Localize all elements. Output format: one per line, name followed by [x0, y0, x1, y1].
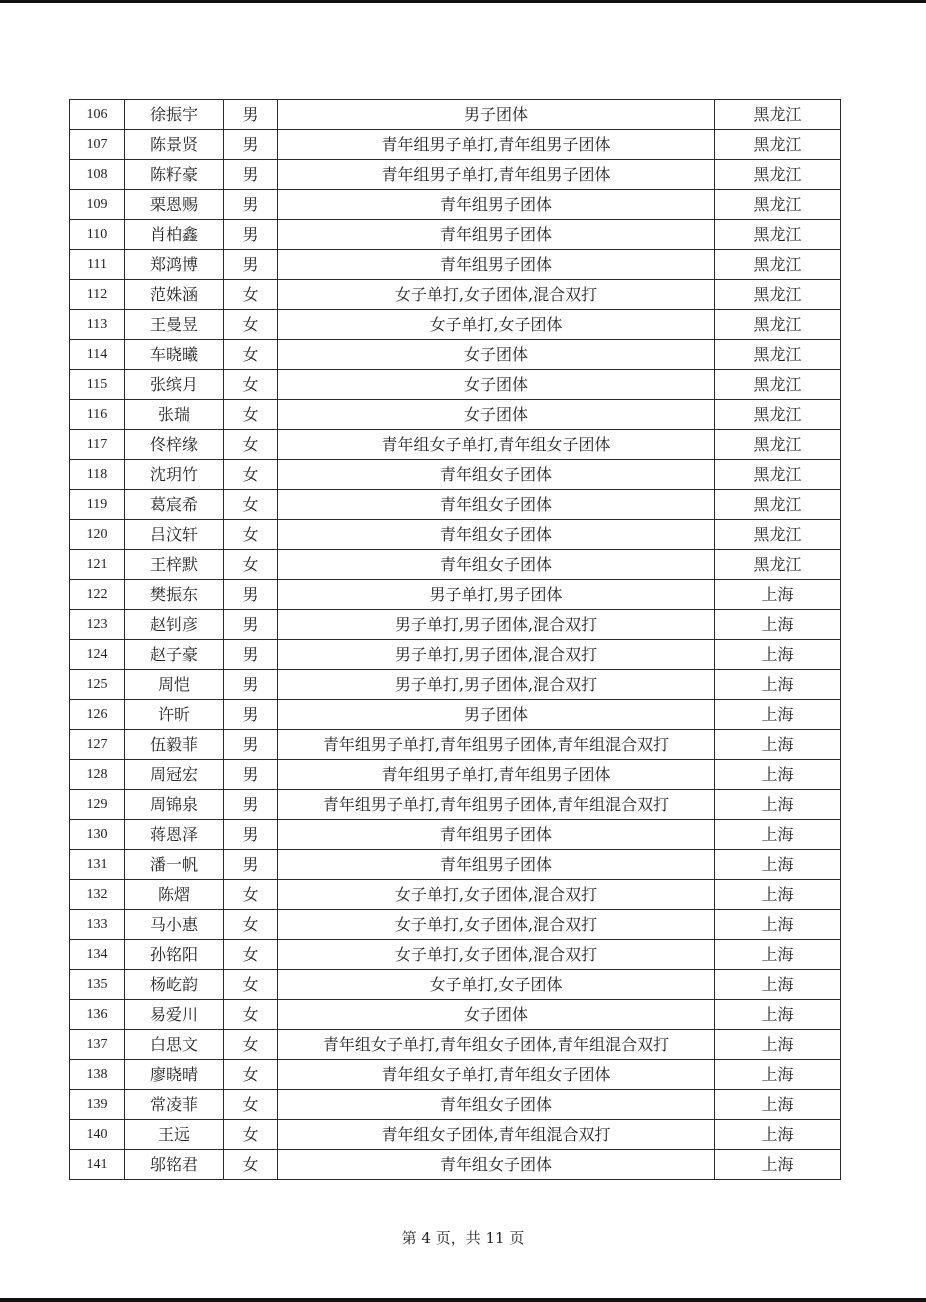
- table-row: [70, 940, 841, 970]
- table-row: [70, 1120, 841, 1150]
- table-row: [70, 760, 841, 790]
- cell-number: 132: [70, 880, 125, 910]
- cell-number: 135: [70, 970, 125, 1000]
- cell-event: 男子团体: [278, 700, 715, 730]
- cell-number: 119: [70, 490, 125, 520]
- cell-name: 周冠宏: [125, 760, 224, 790]
- cell-event: 青年组女子团体: [278, 520, 715, 550]
- bottom-border-line: [0, 1298, 926, 1302]
- table-row: [70, 280, 841, 310]
- cell-number: 115: [70, 370, 125, 400]
- cell-sex: 女: [224, 520, 278, 550]
- cell-sex: 女: [224, 550, 278, 580]
- cell-region: 黑龙江: [715, 250, 841, 280]
- table-row: [70, 340, 841, 370]
- cell-region: 上海: [715, 700, 841, 730]
- table-row: [70, 730, 841, 760]
- cell-sex: 女: [224, 430, 278, 460]
- cell-region: 上海: [715, 1090, 841, 1120]
- cell-number: 108: [70, 160, 125, 190]
- table-row: [70, 910, 841, 940]
- cell-name: 周锦泉: [125, 790, 224, 820]
- cell-number: 133: [70, 910, 125, 940]
- table-row: [70, 700, 841, 730]
- cell-region: 黑龙江: [715, 430, 841, 460]
- cell-number: 106: [70, 100, 125, 130]
- cell-region: 上海: [715, 580, 841, 610]
- table-row: [70, 640, 841, 670]
- cell-name: 蒋恩泽: [125, 820, 224, 850]
- table-row: [70, 220, 841, 250]
- cell-name: 易爱川: [125, 1000, 224, 1030]
- cell-name: 徐振宇: [125, 100, 224, 130]
- cell-sex: 男: [224, 100, 278, 130]
- cell-event: 青年组女子团体: [278, 1090, 715, 1120]
- cell-sex: 男: [224, 250, 278, 280]
- cell-region: 上海: [715, 940, 841, 970]
- cell-sex: 男: [224, 670, 278, 700]
- cell-sex: 女: [224, 310, 278, 340]
- cell-event: 女子团体: [278, 1000, 715, 1030]
- cell-region: 黑龙江: [715, 220, 841, 250]
- cell-name: 王远: [125, 1120, 224, 1150]
- cell-event: 青年组男子单打,青年组男子团体,青年组混合双打: [278, 790, 715, 820]
- cell-sex: 男: [224, 640, 278, 670]
- cell-number: 127: [70, 730, 125, 760]
- cell-event: 青年组女子单打,青年组女子团体,青年组混合双打: [278, 1030, 715, 1060]
- cell-region: 上海: [715, 730, 841, 760]
- cell-sex: 男: [224, 130, 278, 160]
- roster-table: [69, 99, 841, 1180]
- cell-number: 131: [70, 850, 125, 880]
- table-row: [70, 520, 841, 550]
- table-row: [70, 190, 841, 220]
- cell-sex: 女: [224, 490, 278, 520]
- cell-sex: 女: [224, 460, 278, 490]
- cell-event: 青年组女子单打,青年组女子团体: [278, 430, 715, 460]
- cell-sex: 男: [224, 160, 278, 190]
- cell-number: 140: [70, 1120, 125, 1150]
- cell-number: 116: [70, 400, 125, 430]
- cell-event: 男子团体: [278, 100, 715, 130]
- cell-number: 112: [70, 280, 125, 310]
- cell-number: 107: [70, 130, 125, 160]
- table-row: [70, 550, 841, 580]
- cell-sex: 男: [224, 700, 278, 730]
- cell-region: 黑龙江: [715, 160, 841, 190]
- cell-sex: 女: [224, 910, 278, 940]
- cell-name: 张缤月: [125, 370, 224, 400]
- cell-name: 陈景贤: [125, 130, 224, 160]
- cell-event: 女子单打,女子团体: [278, 970, 715, 1000]
- cell-sex: 女: [224, 280, 278, 310]
- cell-name: 肖柏鑫: [125, 220, 224, 250]
- cell-number: 137: [70, 1030, 125, 1060]
- cell-number: 118: [70, 460, 125, 490]
- cell-region: 黑龙江: [715, 340, 841, 370]
- cell-region: 黑龙江: [715, 520, 841, 550]
- cell-sex: 女: [224, 400, 278, 430]
- table-row: [70, 880, 841, 910]
- cell-event: 男子单打,男子团体,混合双打: [278, 640, 715, 670]
- cell-name: 沈玥竹: [125, 460, 224, 490]
- cell-event: 女子单打,女子团体,混合双打: [278, 880, 715, 910]
- cell-name: 潘一帆: [125, 850, 224, 880]
- cell-name: 吕汶轩: [125, 520, 224, 550]
- cell-event: 青年组女子团体: [278, 490, 715, 520]
- cell-region: 上海: [715, 790, 841, 820]
- table-row: [70, 790, 841, 820]
- table-row: [70, 1090, 841, 1120]
- cell-name: 佟梓缘: [125, 430, 224, 460]
- cell-sex: 男: [224, 820, 278, 850]
- cell-number: 126: [70, 700, 125, 730]
- cell-event: 青年组男子团体: [278, 190, 715, 220]
- cell-name: 常凌菲: [125, 1090, 224, 1120]
- cell-event: 青年组女子单打,青年组女子团体: [278, 1060, 715, 1090]
- cell-number: 141: [70, 1150, 125, 1180]
- table-row: [70, 460, 841, 490]
- table-row: [70, 100, 841, 130]
- cell-region: 上海: [715, 1030, 841, 1060]
- cell-number: 109: [70, 190, 125, 220]
- cell-number: 128: [70, 760, 125, 790]
- cell-region: 黑龙江: [715, 460, 841, 490]
- cell-event: 青年组男子团体: [278, 220, 715, 250]
- cell-event: 女子团体: [278, 340, 715, 370]
- cell-region: 上海: [715, 970, 841, 1000]
- cell-event: 女子单打,女子团体: [278, 310, 715, 340]
- table-row: [70, 820, 841, 850]
- cell-event: 女子单打,女子团体,混合双打: [278, 940, 715, 970]
- table-row: [70, 970, 841, 1000]
- cell-sex: 女: [224, 370, 278, 400]
- cell-sex: 女: [224, 970, 278, 1000]
- cell-number: 125: [70, 670, 125, 700]
- cell-event: 青年组男子单打,青年组男子团体: [278, 760, 715, 790]
- table-row: [70, 1000, 841, 1030]
- cell-event: 青年组女子团体: [278, 550, 715, 580]
- cell-region: 上海: [715, 610, 841, 640]
- cell-region: 黑龙江: [715, 130, 841, 160]
- table-row: [70, 490, 841, 520]
- table-row: [70, 580, 841, 610]
- cell-event: 女子团体: [278, 400, 715, 430]
- cell-region: 黑龙江: [715, 190, 841, 220]
- cell-name: 邬铭君: [125, 1150, 224, 1180]
- cell-number: 117: [70, 430, 125, 460]
- table-row: [70, 430, 841, 460]
- cell-region: 黑龙江: [715, 280, 841, 310]
- cell-name: 杨屹韵: [125, 970, 224, 1000]
- cell-sex: 男: [224, 580, 278, 610]
- cell-region: 上海: [715, 1060, 841, 1090]
- cell-name: 孙铭阳: [125, 940, 224, 970]
- table-row: [70, 250, 841, 280]
- cell-name: 郑鸿博: [125, 250, 224, 280]
- cell-event: 青年组女子团体,青年组混合双打: [278, 1120, 715, 1150]
- cell-region: 黑龙江: [715, 490, 841, 520]
- cell-sex: 女: [224, 1030, 278, 1060]
- cell-number: 121: [70, 550, 125, 580]
- cell-region: 上海: [715, 1150, 841, 1180]
- top-border-line: [0, 0, 926, 3]
- table-row: [70, 670, 841, 700]
- cell-event: 青年组男子团体: [278, 820, 715, 850]
- cell-number: 113: [70, 310, 125, 340]
- cell-number: 136: [70, 1000, 125, 1030]
- cell-number: 110: [70, 220, 125, 250]
- cell-sex: 男: [224, 730, 278, 760]
- cell-name: 王曼昱: [125, 310, 224, 340]
- table-row: [70, 160, 841, 190]
- cell-name: 葛宸希: [125, 490, 224, 520]
- cell-name: 伍毅菲: [125, 730, 224, 760]
- table-row: [70, 610, 841, 640]
- roster-table-body: [70, 100, 841, 1180]
- table-row: [70, 1060, 841, 1090]
- cell-sex: 女: [224, 880, 278, 910]
- cell-region: 上海: [715, 910, 841, 940]
- cell-region: 黑龙江: [715, 310, 841, 340]
- table-row: [70, 1030, 841, 1060]
- cell-sex: 女: [224, 1090, 278, 1120]
- table-row: [70, 310, 841, 340]
- cell-number: 114: [70, 340, 125, 370]
- cell-event: 青年组男子团体: [278, 250, 715, 280]
- cell-region: 上海: [715, 820, 841, 850]
- cell-name: 栗恩赐: [125, 190, 224, 220]
- cell-sex: 男: [224, 190, 278, 220]
- cell-name: 赵钊彦: [125, 610, 224, 640]
- cell-number: 130: [70, 820, 125, 850]
- cell-number: 120: [70, 520, 125, 550]
- cell-event: 青年组男子单打,青年组男子团体: [278, 160, 715, 190]
- cell-name: 范姝涵: [125, 280, 224, 310]
- table-row: [70, 850, 841, 880]
- cell-event: 青年组男子团体: [278, 850, 715, 880]
- cell-event: 男子单打,男子团体: [278, 580, 715, 610]
- cell-event: 青年组女子团体: [278, 460, 715, 490]
- cell-name: 许昕: [125, 700, 224, 730]
- cell-number: 134: [70, 940, 125, 970]
- cell-region: 上海: [715, 640, 841, 670]
- cell-event: 女子单打,女子团体,混合双打: [278, 910, 715, 940]
- cell-name: 车晓曦: [125, 340, 224, 370]
- cell-region: 黑龙江: [715, 550, 841, 580]
- cell-event: 青年组男子单打,青年组男子团体: [278, 130, 715, 160]
- cell-sex: 男: [224, 220, 278, 250]
- cell-name: 赵子豪: [125, 640, 224, 670]
- cell-number: 111: [70, 250, 125, 280]
- cell-number: 129: [70, 790, 125, 820]
- cell-region: 上海: [715, 760, 841, 790]
- cell-name: 樊振东: [125, 580, 224, 610]
- page-footer: 第 4 页，共 11 页: [401, 1229, 525, 1247]
- table-row: [70, 400, 841, 430]
- table-row: [70, 130, 841, 160]
- cell-event: 女子单打,女子团体,混合双打: [278, 280, 715, 310]
- cell-region: 上海: [715, 670, 841, 700]
- cell-region: 上海: [715, 880, 841, 910]
- cell-event: 男子单打,男子团体,混合双打: [278, 670, 715, 700]
- cell-sex: 男: [224, 850, 278, 880]
- cell-number: 123: [70, 610, 125, 640]
- cell-sex: 男: [224, 760, 278, 790]
- cell-name: 陈籽豪: [125, 160, 224, 190]
- cell-event: 男子单打,男子团体,混合双打: [278, 610, 715, 640]
- cell-name: 廖晓晴: [125, 1060, 224, 1090]
- cell-region: 上海: [715, 1000, 841, 1030]
- cell-region: 上海: [715, 850, 841, 880]
- cell-region: 黑龙江: [715, 400, 841, 430]
- cell-sex: 男: [224, 610, 278, 640]
- cell-name: 马小惠: [125, 910, 224, 940]
- table-row: [70, 370, 841, 400]
- cell-sex: 女: [224, 940, 278, 970]
- cell-sex: 男: [224, 790, 278, 820]
- cell-region: 黑龙江: [715, 100, 841, 130]
- cell-sex: 女: [224, 1000, 278, 1030]
- cell-sex: 女: [224, 340, 278, 370]
- cell-number: 138: [70, 1060, 125, 1090]
- cell-event: 女子团体: [278, 370, 715, 400]
- cell-sex: 女: [224, 1150, 278, 1180]
- cell-event: 青年组女子团体: [278, 1150, 715, 1180]
- cell-region: 黑龙江: [715, 370, 841, 400]
- cell-name: 王梓默: [125, 550, 224, 580]
- cell-region: 上海: [715, 1120, 841, 1150]
- cell-name: 张瑞: [125, 400, 224, 430]
- cell-number: 124: [70, 640, 125, 670]
- cell-number: 139: [70, 1090, 125, 1120]
- cell-number: 122: [70, 580, 125, 610]
- cell-sex: 女: [224, 1120, 278, 1150]
- cell-name: 陈熠: [125, 880, 224, 910]
- cell-name: 周恺: [125, 670, 224, 700]
- cell-name: 白思文: [125, 1030, 224, 1060]
- table-row: [70, 1150, 841, 1180]
- roster-table-container: [69, 99, 840, 1180]
- cell-event: 青年组男子单打,青年组男子团体,青年组混合双打: [278, 730, 715, 760]
- cell-sex: 女: [224, 1060, 278, 1090]
